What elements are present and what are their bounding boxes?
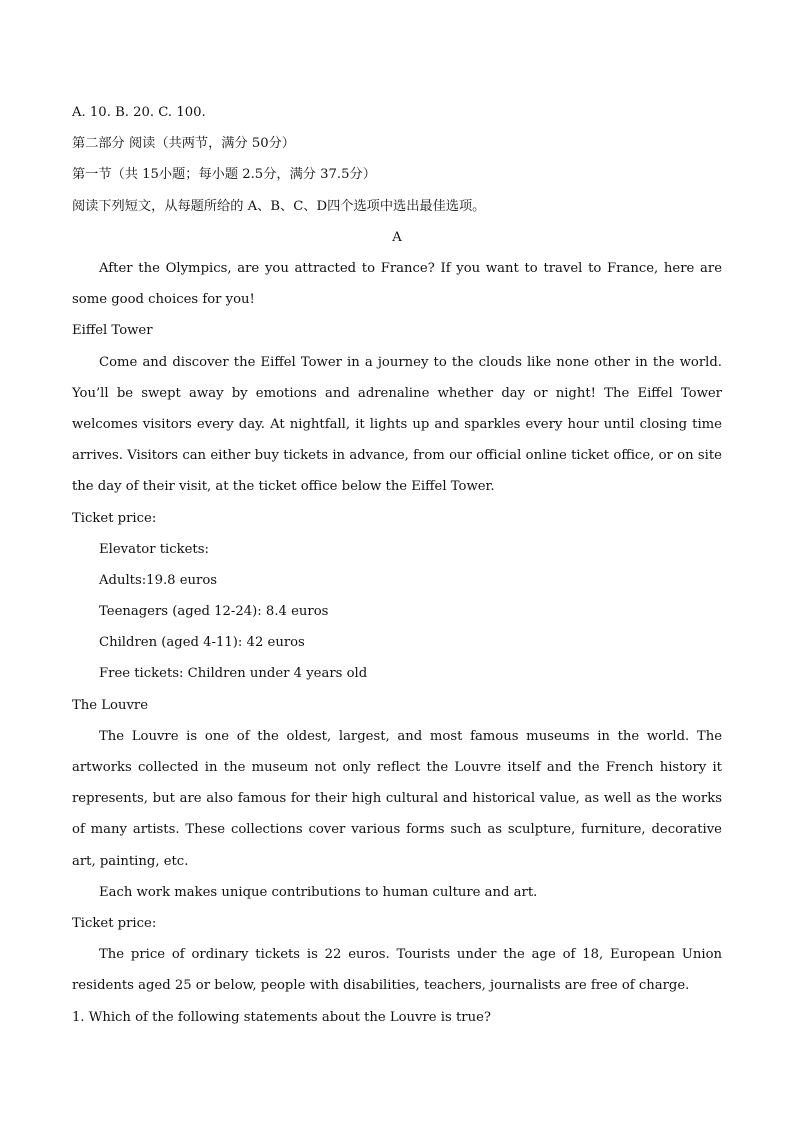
louvre-paragraph: The Louvre is one of the oldest, largest, and most famous museums in the world. The artworks collected in the museum not only reflect the Louvre itself and the French history it represents, but are also famous for their high cultural and historical value, as well as the works of many artists. These collections cover various forms such as sculpture, furniture, decorative art, painting, etc. bbox=[72, 728, 722, 869]
louvre-paragraph-2: Each work makes unique contributions to human culture and art. bbox=[99, 884, 538, 900]
eiffel-paragraph: Come and discover the Eiffel Tower in a journey to the clouds like none other in the world. You’ll be swept away by emotions and adrenaline whether day or night! The Eiffel Tower welcomes visitors every day. At nightfall, it lights up and sparkles every hour until closing time arrives. Visitors can either buy tickets in advance, from our official online ticket office, or on site the day of their visit, at the ticket office below the Eiffel Tower. bbox=[72, 354, 722, 495]
eiffel-heading: Eiffel Tower bbox=[72, 323, 153, 339]
eiffel-price-item: Teenagers (aged 12-24): 8.4 euros bbox=[99, 604, 329, 620]
eiffel-price-item: Free tickets: Children under 4 years old bbox=[99, 666, 368, 682]
previous-answer-options: A. 10. B. 20. C. 100. bbox=[72, 105, 206, 120]
document-page bbox=[72, 97, 722, 1033]
louvre-heading: The Louvre bbox=[72, 697, 149, 713]
louvre-price-label: Ticket price: bbox=[72, 916, 157, 932]
subsection-title: 第一节（共 15小题；每小题 2.5分，满分 37.5分） bbox=[72, 167, 376, 183]
question-1: 1. Which of the following statements about the Louvre is true? bbox=[72, 1009, 491, 1025]
eiffel-price-item: Children (aged 4-11): 42 euros bbox=[99, 635, 305, 651]
eiffel-price-item: Elevator tickets: bbox=[99, 541, 209, 557]
louvre-price-paragraph: The price of ordinary tickets is 22 euros. Tourists under the age of 18, European Union residents aged 25 or below, people with disabilities, teachers, journalists are free of charge. bbox=[72, 947, 722, 994]
eiffel-price-label: Ticket price: bbox=[72, 510, 157, 526]
instructions: 阅读下列短文，从每题所给的 A、B、C、D四个选项中选出最佳选项。 bbox=[72, 198, 486, 214]
intro-paragraph: After the Olympics, are you attracted to France? If you want to travel to France, here are some good choices for you! bbox=[72, 260, 722, 308]
eiffel-price-item: Adults:19.8 euros bbox=[99, 572, 218, 588]
passage-label: A bbox=[392, 229, 402, 245]
section-title: 第二部分 阅读（共两节，满分 50分） bbox=[72, 136, 295, 152]
